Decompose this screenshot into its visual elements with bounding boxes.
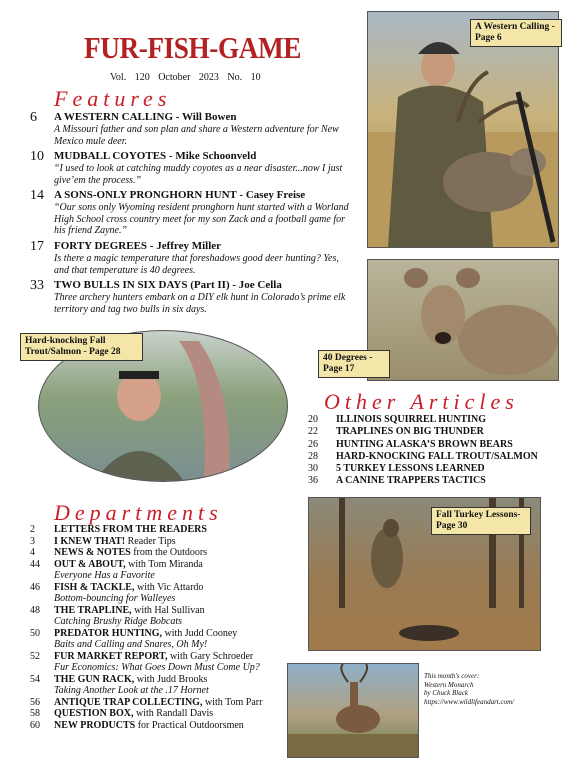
department-title: THE GUN RACK, with Judd Brooks bbox=[54, 673, 208, 685]
department-item bbox=[30, 524, 310, 536]
department-title: THE TRAPLINE, with Hal Sullivan bbox=[54, 604, 205, 616]
article-title: ILLINOIS SQUIRREL HUNTING bbox=[336, 414, 487, 425]
other-article-item bbox=[308, 463, 538, 475]
feature-title: MUDBALL COYOTES - Mike Schoonveld bbox=[54, 150, 257, 162]
page-number: 4 bbox=[30, 547, 35, 558]
department-item bbox=[30, 628, 310, 640]
page-number: 20 bbox=[308, 414, 318, 425]
feature-page-number: 10 bbox=[30, 149, 44, 164]
callout-western-calling: A Western Calling - Page 6 bbox=[470, 19, 562, 47]
department-title: OUT & ABOUT, with Tom Miranda bbox=[54, 558, 203, 570]
feature-description: “Our sons only Wyoming resident pronghorn hunt started with a Worland High School cross country meet for my son Zack and a football game for his friend Zayne.” bbox=[54, 202, 349, 236]
feature-title: TWO BULLS IN SIX DAYS (Part II) - Joe Cella bbox=[54, 279, 282, 291]
feature-title: A SONS-ONLY PRONGHORN HUNT - Casey Freise bbox=[54, 189, 306, 201]
department-item bbox=[30, 697, 310, 709]
magazine-logo: FUR-FISH-GAME bbox=[84, 30, 302, 65]
department-title: LETTERS FROM THE READERS bbox=[54, 524, 207, 535]
feature-page-number: 14 bbox=[30, 188, 44, 203]
feature-title: A WESTERN CALLING - Will Bowen bbox=[54, 111, 237, 123]
department-title: NEWS & NOTES from the Outdoors bbox=[54, 547, 208, 558]
callout-trout-salmon: Hard-knocking Fall Trout/Salmon - Page 28 bbox=[20, 333, 143, 361]
department-item bbox=[30, 547, 310, 559]
article-title: HARD-KNOCKING FALL TROUT/SALMON bbox=[336, 450, 538, 462]
page-number: 2 bbox=[30, 524, 35, 535]
page-number: 52 bbox=[30, 650, 40, 662]
article-title: 5 TURKEY LESSONS LEARNED bbox=[336, 463, 485, 475]
feature-description: Three archery hunters embark on a DIY elk hunt in Colorado’s prime elk territory and tag two bulls in six days. bbox=[54, 292, 346, 315]
page-number: 60 bbox=[30, 719, 40, 731]
article-title: TRAPLINES ON BIG THUNDER bbox=[336, 426, 484, 438]
department-item bbox=[30, 605, 310, 617]
department-title: PREDATOR HUNTING, with Judd Cooney bbox=[54, 627, 238, 639]
cover-credit: This month's cover: Western Monarch by Chuck Black https://www.wildlifeandart.com/ bbox=[424, 672, 515, 706]
page-number: 28 bbox=[308, 450, 318, 462]
departments-list bbox=[30, 524, 310, 731]
page-number: 22 bbox=[308, 426, 318, 438]
deer-illustration bbox=[368, 260, 558, 380]
page-number: 30 bbox=[308, 463, 318, 475]
department-title: FUR MARKET REPORT, with Gary Schroeder bbox=[54, 650, 254, 662]
department-item bbox=[30, 674, 310, 686]
hunter-muledeer-illustration bbox=[368, 12, 558, 247]
feature-page-number: 6 bbox=[30, 110, 37, 125]
page-number: 48 bbox=[30, 604, 40, 616]
feature-description: Is there a magic temperature that foreshadows good deer hunting? Yes, and that temperature is 40 degrees. bbox=[54, 253, 339, 276]
feature-page-number: 17 bbox=[30, 239, 44, 254]
page-number: 56 bbox=[30, 696, 40, 708]
department-item bbox=[30, 720, 310, 732]
department-item bbox=[30, 708, 310, 720]
article-title: HUNTING ALASKA’S BROWN BEARS bbox=[336, 438, 513, 450]
department-item bbox=[30, 651, 310, 663]
other-article-item bbox=[308, 426, 538, 438]
department-subtitle: Catching Brushy Ridge Bobcats bbox=[54, 616, 183, 627]
other-articles-heading: Other Articles bbox=[324, 389, 519, 414]
other-articles-list bbox=[308, 414, 538, 488]
department-item bbox=[30, 536, 310, 548]
department-subtitle: Everyone Has a Favorite bbox=[54, 570, 155, 581]
callout-fall-turkey: Fall Turkey Lessons- Page 30 bbox=[431, 507, 531, 535]
callout-forty-degrees: 40 Degrees - Page 17 bbox=[318, 350, 390, 378]
other-article-item bbox=[308, 439, 538, 451]
department-subtitle: Taking Another Look at the .17 Hornet bbox=[54, 685, 209, 696]
page-number: 36 bbox=[308, 475, 318, 487]
departments-heading: Departments bbox=[54, 500, 223, 525]
issue-info: Vol. 120 October 2023 No. 10 bbox=[110, 72, 261, 83]
feature-title: FORTY DEGREES - Jeffrey Miller bbox=[54, 240, 222, 252]
page-number: 44 bbox=[30, 558, 40, 570]
feature-page-number: 33 bbox=[30, 278, 44, 293]
other-article-item bbox=[308, 475, 538, 487]
department-subtitle: Fur Economics: What Goes Down Must Come Up? bbox=[54, 662, 260, 673]
feature-description: A Missouri father and son plan and share a Western adventure for New Mexico mule deer. bbox=[54, 124, 339, 147]
page-number: 46 bbox=[30, 581, 40, 593]
department-item bbox=[30, 582, 310, 594]
department-item bbox=[30, 559, 310, 571]
page-number: 50 bbox=[30, 627, 40, 639]
page-number: 3 bbox=[30, 535, 35, 547]
feature-description: “I used to look at catching muddy coyotes as a near disaster...now I just give’em the process.” bbox=[54, 163, 343, 186]
other-article-item bbox=[308, 451, 538, 463]
department-subtitle: Baits and Calling and Snares, Oh My! bbox=[54, 639, 208, 650]
page-number: 54 bbox=[30, 673, 40, 685]
page-number: 26 bbox=[308, 438, 318, 450]
department-title: NEW PRODUCTS for Practical Outdoorsmen bbox=[54, 719, 244, 731]
other-article-item bbox=[308, 414, 538, 426]
department-title: I KNEW THAT! Reader Tips bbox=[54, 535, 176, 547]
page-number: 58 bbox=[30, 708, 40, 719]
department-subtitle: Bottom-bouncing for Walleyes bbox=[54, 593, 176, 604]
department-title: QUESTION BOX, with Randall Davis bbox=[54, 708, 214, 719]
deer-photo bbox=[367, 259, 559, 381]
features-heading: Features bbox=[54, 86, 172, 111]
department-title: FISH & TACKLE, with Vic Attardo bbox=[54, 581, 204, 593]
department-title: ANTIQUE TRAP COLLECTING, with Tom Parr bbox=[54, 696, 263, 708]
article-title: A CANINE TRAPPERS TACTICS bbox=[336, 475, 486, 487]
